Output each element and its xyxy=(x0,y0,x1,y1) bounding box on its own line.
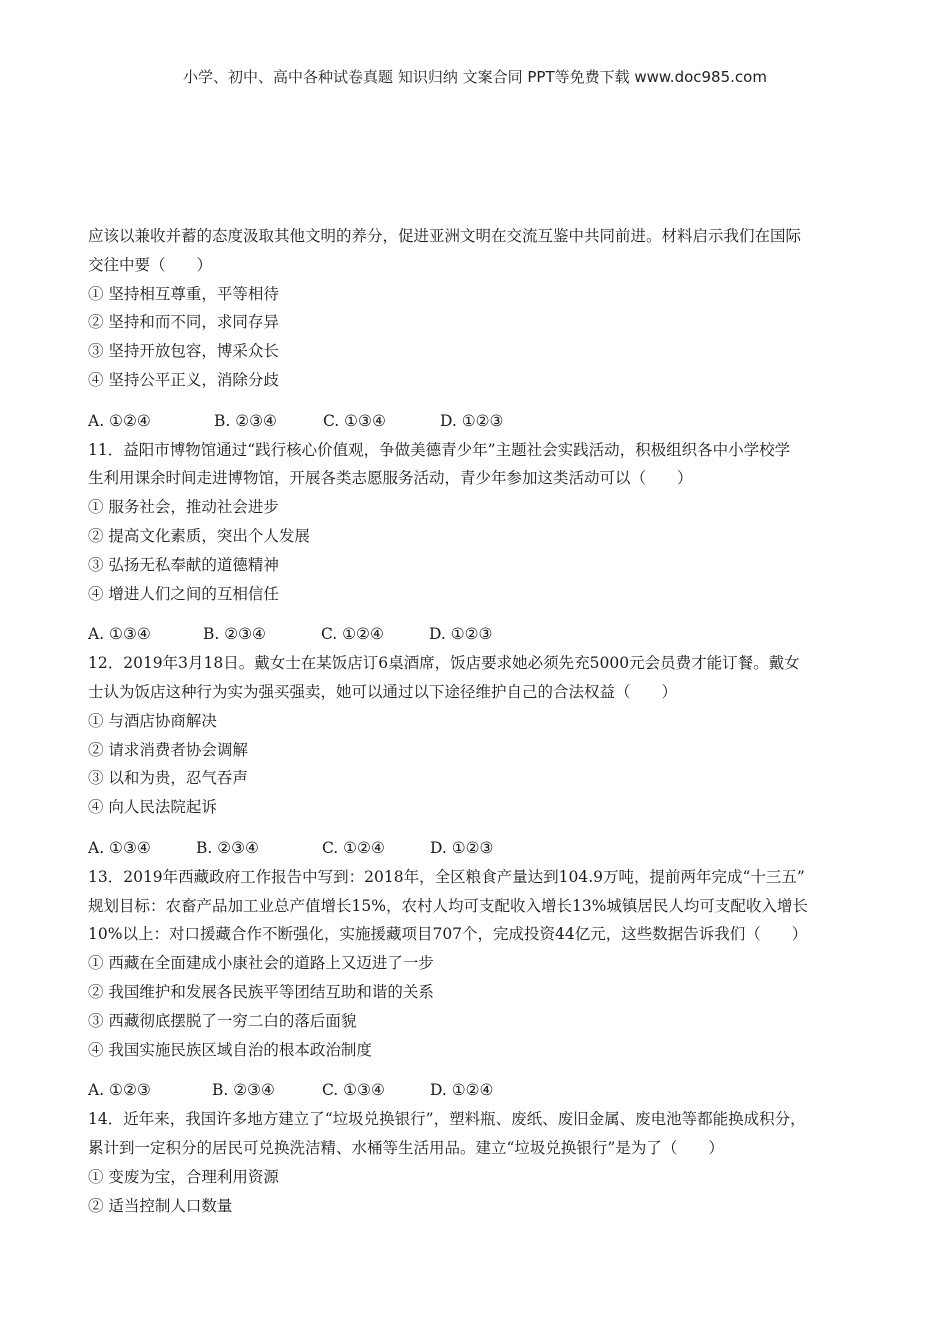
option-b: B. ②③④ xyxy=(212,1081,275,1100)
statement-item: ② 坚持和而不同，求同存异 xyxy=(88,313,279,332)
statement-item: ③ 西藏彻底摆脱了一穷二白的落后面貌 xyxy=(88,1011,357,1030)
option-a: A. ①③④ xyxy=(88,625,151,644)
option-b: B. ②③④ xyxy=(203,625,266,644)
question-text: 生利用课余时间走进博物馆，开展各类志愿服务活动，青少年参加这类活动可以（ ） xyxy=(88,469,693,488)
statement-item: ③ 坚持开放包容，博采众长 xyxy=(88,342,279,361)
question-text: 应该以兼收并蓄的态度汲取其他文明的养分，促进亚洲文明在交流互鉴中共同前进。材料启示我们在国际 xyxy=(88,227,802,245)
page-header: 小学、初中、高中各种试卷真题 知识归纳 文案合同 PPT等免费下载 www.doc985.com xyxy=(183,68,767,86)
answer-options xyxy=(88,834,868,863)
exam-content xyxy=(88,222,868,1220)
question-14 xyxy=(88,1105,868,1220)
option-c: C. ①③④ xyxy=(322,1081,385,1100)
question-text: 11．益阳市博物馆通过“践行核心价值观，争做美德青少年”主题社会实践活动，积极组织各中小学校学 xyxy=(88,440,791,459)
statement-item: ④ 向人民法院起诉 xyxy=(88,798,217,817)
statement-item: ④ 坚持公平正义，消除分歧 xyxy=(88,370,279,389)
answer-options xyxy=(88,1076,868,1105)
question-text: 交往中要（ ） xyxy=(88,255,213,274)
option-d: D. ①②③ xyxy=(440,411,504,430)
option-a: A. ①②③ xyxy=(88,1081,151,1100)
answer-options xyxy=(88,620,868,649)
option-c: C. ①②④ xyxy=(322,838,385,857)
option-d: D. ①②③ xyxy=(429,625,493,644)
option-b: B. ②③④ xyxy=(214,411,277,430)
question-text: 13．2019年西藏政府工作报告中写到：2018年，全区粮食产量达到104.9万吨，提前两年完成“十三五” xyxy=(88,867,805,886)
statement-item: ③ 以和为贵，忍气吞声 xyxy=(88,769,248,788)
option-c: C. ①③④ xyxy=(323,411,386,430)
question-13 xyxy=(88,863,868,1105)
option-d: D. ①②④ xyxy=(430,1081,494,1100)
statement-item: ④ 我国实施民族区域自治的根本政治制度 xyxy=(88,1040,372,1059)
statement-item: ① 服务社会，推动社会进步 xyxy=(88,498,279,517)
statement-item: ① 与酒店协商解决 xyxy=(88,711,217,730)
option-d: D. ①②③ xyxy=(430,838,494,857)
statement-item: ② 请求消费者协会调解 xyxy=(88,740,248,759)
statement-item: ② 我国维护和发展各民族平等团结互助和谐的关系 xyxy=(88,982,434,1001)
question-11 xyxy=(88,436,868,650)
statement-item: ① 坚持相互尊重，平等相待 xyxy=(88,284,279,303)
option-c: C. ①②④ xyxy=(321,625,384,644)
question-10 xyxy=(88,222,868,436)
statement-item: ① 西藏在全面建成小康社会的道路上又迈进了一步 xyxy=(88,954,434,973)
question-12 xyxy=(88,649,868,863)
statement-item: ② 提高文化素质，突出个人发展 xyxy=(88,526,310,545)
question-text: 士认为饭店这种行为实为强买强卖，她可以通过以下途径维护自己的合法权益（ ） xyxy=(88,682,678,701)
question-text: 12．2019年3月18日。戴女士在某饭店订6桌酒席，饭店要求她必须先充5000元会员费才能订餐。戴女 xyxy=(88,654,800,673)
statement-item: ③ 弘扬无私奉献的道德精神 xyxy=(88,555,279,574)
statement-item: ② 适当控制人口数量 xyxy=(88,1196,233,1215)
statement-item: ④ 增进人们之间的互相信任 xyxy=(88,584,279,603)
question-text: 10%以上：对口援藏合作不断强化，实施援藏项目707个，完成投资44亿元，这些数据告诉我们（ ） xyxy=(88,925,808,944)
statement-item: ① 变废为宝，合理利用资源 xyxy=(88,1167,279,1186)
question-text: 累计到一定积分的居民可兑换洗洁精、水桶等生活用品。建立“垃圾兑换银行”是为了（ ） xyxy=(88,1138,724,1157)
question-text: 14．近年来，我国许多地方建立了“垃圾兑换银行”，塑料瓶、废纸、废旧金属、废电池等都能换成积分， xyxy=(88,1110,806,1129)
answer-options xyxy=(88,407,868,436)
question-text: 规划目标：农畜产品加工业总产值增长15%，农村人均可支配收入增长13%城镇居民人均可支配收入增长 xyxy=(88,896,808,915)
option-a: A. ①③④ xyxy=(88,838,151,857)
option-b: B. ②③④ xyxy=(196,838,259,857)
option-a: A. ①②④ xyxy=(88,411,151,430)
